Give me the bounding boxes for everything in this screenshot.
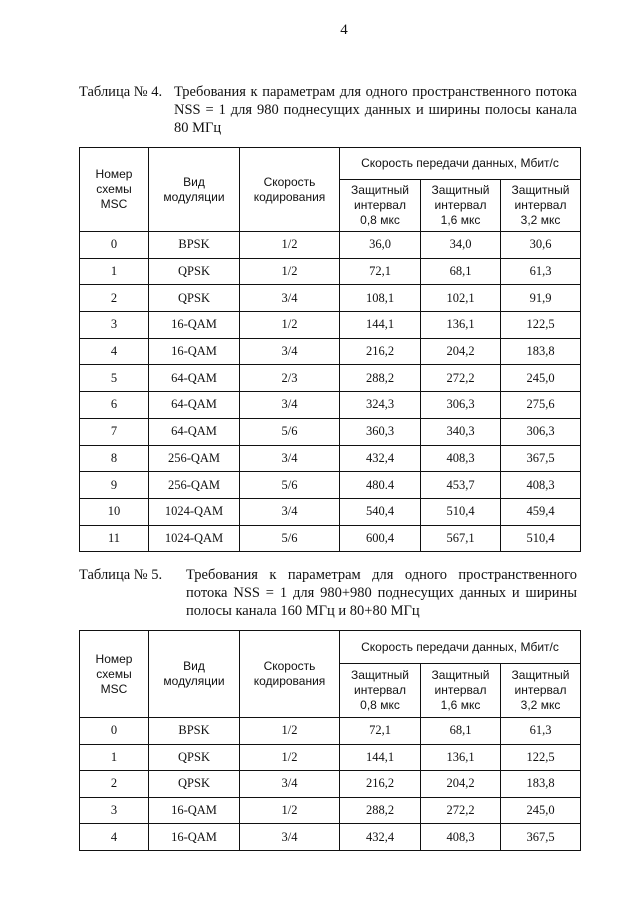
rate-gi-32-cell: 183,8 — [501, 771, 581, 798]
coding-rate-cell: 3/4 — [240, 392, 340, 419]
page-number: 4 — [340, 22, 348, 38]
rate-gi-32-cell: 275,6 — [501, 392, 581, 419]
table-row — [80, 312, 581, 339]
coding-rate-cell: 5/6 — [240, 525, 340, 552]
rate-gi-08-cell: 324,3 — [340, 392, 421, 419]
rate-gi-32-cell: 510,4 — [501, 525, 581, 552]
rate-gi-32-cell: 306,3 — [501, 418, 581, 445]
rate-gi-08-cell: 288,2 — [340, 797, 421, 824]
table-4-caption — [79, 83, 579, 143]
rate-gi-08-cell: 72,1 — [340, 258, 421, 285]
msc-number-cell: 2 — [80, 285, 149, 312]
rate-gi-32-cell: 367,5 — [501, 445, 581, 472]
header-guard-interval-16: Защитный интервал 1,6 мкс — [421, 180, 501, 232]
coding-rate-cell: 1/2 — [240, 258, 340, 285]
table-5-caption-prefix: Таблица № 5. — [79, 567, 163, 583]
coding-rate-cell: 1/2 — [240, 744, 340, 771]
rate-gi-08-cell: 360,3 — [340, 418, 421, 445]
rate-gi-32-cell: 245,0 — [501, 365, 581, 392]
header-coding-rate: Скорость кодирования — [240, 631, 340, 718]
msc-number-cell: 1 — [80, 744, 149, 771]
rate-gi-32-cell: 91,9 — [501, 285, 581, 312]
rate-gi-16-cell: 408,3 — [421, 824, 501, 851]
rate-gi-32-cell: 61,3 — [501, 258, 581, 285]
header-msc-number: Номер схемы MSC — [80, 631, 149, 718]
rate-gi-08-cell: 144,1 — [340, 744, 421, 771]
rate-gi-16-cell: 510,4 — [421, 498, 501, 525]
rate-gi-08-cell: 72,1 — [340, 718, 421, 745]
msc-number-cell: 5 — [80, 365, 149, 392]
rate-gi-08-cell: 432,4 — [340, 824, 421, 851]
coding-rate-cell: 3/4 — [240, 285, 340, 312]
table-row — [80, 285, 581, 312]
table-row — [80, 525, 581, 552]
modulation-cell: 1024-QAM — [149, 498, 240, 525]
rate-gi-16-cell: 306,3 — [421, 392, 501, 419]
coding-rate-cell: 3/4 — [240, 771, 340, 798]
table-row — [80, 418, 581, 445]
rate-gi-16-cell: 272,2 — [421, 365, 501, 392]
table-row — [80, 445, 581, 472]
coding-rate-cell: 1/2 — [240, 718, 340, 745]
rate-gi-08-cell: 480.4 — [340, 472, 421, 499]
table-5-caption — [79, 566, 579, 626]
header-guard-interval-08: Защитный интервал 0,8 мкс — [340, 180, 421, 232]
rate-gi-08-cell: 144,1 — [340, 312, 421, 339]
msc-number-cell: 4 — [80, 338, 149, 365]
header-data-rate: Скорость передачи данных, Мбит/с — [340, 631, 581, 664]
modulation-cell: QPSK — [149, 771, 240, 798]
coding-rate-cell: 1/2 — [240, 232, 340, 259]
table-row — [80, 232, 581, 259]
coding-rate-cell: 5/6 — [240, 418, 340, 445]
rate-gi-16-cell: 68,1 — [421, 718, 501, 745]
rate-gi-16-cell: 204,2 — [421, 338, 501, 365]
modulation-cell: 16-QAM — [149, 338, 240, 365]
rate-gi-08-cell: 432,4 — [340, 445, 421, 472]
rate-gi-16-cell: 340,3 — [421, 418, 501, 445]
coding-rate-cell: 3/4 — [240, 498, 340, 525]
rate-gi-16-cell: 136,1 — [421, 744, 501, 771]
header-guard-interval-16: Защитный интервал 1,6 мкс — [421, 664, 501, 718]
table-row — [80, 718, 581, 745]
msc-number-cell: 11 — [80, 525, 149, 552]
coding-rate-cell: 2/3 — [240, 365, 340, 392]
header-guard-interval-32: Защитный интервал 3,2 мкс — [501, 180, 581, 232]
modulation-cell: 64-QAM — [149, 392, 240, 419]
modulation-cell: 1024-QAM — [149, 525, 240, 552]
modulation-cell: 64-QAM — [149, 365, 240, 392]
coding-rate-cell: 3/4 — [240, 445, 340, 472]
header-data-rate: Скорость передачи данных, Мбит/с — [340, 148, 581, 180]
table-5-caption-text: Требования к параметрам для одного пространственного потока NSS = 1 для 980+980 поднесущих данных и ширины полосы канала 160 МГц и 80+80 МГц — [186, 567, 577, 619]
msc-number-cell: 7 — [80, 418, 149, 445]
table-row — [80, 771, 581, 798]
rate-gi-32-cell: 459,4 — [501, 498, 581, 525]
rate-gi-08-cell: 108,1 — [340, 285, 421, 312]
table-row — [80, 744, 581, 771]
modulation-cell: 16-QAM — [149, 312, 240, 339]
rate-gi-16-cell: 567,1 — [421, 525, 501, 552]
modulation-cell: QPSK — [149, 285, 240, 312]
coding-rate-cell: 1/2 — [240, 312, 340, 339]
msc-number-cell: 0 — [80, 232, 149, 259]
coding-rate-cell: 5/6 — [240, 472, 340, 499]
rate-gi-32-cell: 408,3 — [501, 472, 581, 499]
modulation-cell: 16-QAM — [149, 824, 240, 851]
table-row — [80, 472, 581, 499]
table-row — [80, 498, 581, 525]
rate-gi-16-cell: 272,2 — [421, 797, 501, 824]
modulation-cell: 16-QAM — [149, 797, 240, 824]
header-modulation: Вид модуляции — [149, 148, 240, 232]
table-row — [80, 797, 581, 824]
msc-number-cell: 10 — [80, 498, 149, 525]
table-4-caption-prefix: Таблица № 4. — [79, 84, 163, 100]
msc-number-cell: 1 — [80, 258, 149, 285]
header-modulation: Вид модуляции — [149, 631, 240, 718]
rate-gi-16-cell: 102,1 — [421, 285, 501, 312]
msc-number-cell: 3 — [80, 312, 149, 339]
modulation-cell: BPSK — [149, 718, 240, 745]
coding-rate-cell: 1/2 — [240, 797, 340, 824]
msc-number-cell: 4 — [80, 824, 149, 851]
modulation-cell: 256-QAM — [149, 472, 240, 499]
rate-gi-08-cell: 216,2 — [340, 338, 421, 365]
table-5 — [79, 630, 581, 851]
coding-rate-cell: 3/4 — [240, 338, 340, 365]
header-guard-interval-08: Защитный интервал 0,8 мкс — [340, 664, 421, 718]
modulation-cell: 256-QAM — [149, 445, 240, 472]
table-row — [80, 338, 581, 365]
table-row — [80, 824, 581, 851]
rate-gi-32-cell: 183,8 — [501, 338, 581, 365]
modulation-cell: QPSK — [149, 744, 240, 771]
table-row — [80, 392, 581, 419]
rate-gi-16-cell: 68,1 — [421, 258, 501, 285]
rate-gi-32-cell: 122,5 — [501, 744, 581, 771]
rate-gi-32-cell: 61,3 — [501, 718, 581, 745]
rate-gi-08-cell: 600,4 — [340, 525, 421, 552]
rate-gi-16-cell: 453,7 — [421, 472, 501, 499]
msc-number-cell: 2 — [80, 771, 149, 798]
table-row — [80, 365, 581, 392]
rate-gi-32-cell: 30,6 — [501, 232, 581, 259]
rate-gi-32-cell: 367,5 — [501, 824, 581, 851]
modulation-cell: QPSK — [149, 258, 240, 285]
modulation-cell: BPSK — [149, 232, 240, 259]
rate-gi-16-cell: 204,2 — [421, 771, 501, 798]
rate-gi-08-cell: 36,0 — [340, 232, 421, 259]
msc-number-cell: 0 — [80, 718, 149, 745]
coding-rate-cell: 3/4 — [240, 824, 340, 851]
rate-gi-08-cell: 216,2 — [340, 771, 421, 798]
msc-number-cell: 6 — [80, 392, 149, 419]
header-guard-interval-32: Защитный интервал 3,2 мкс — [501, 664, 581, 718]
rate-gi-16-cell: 408,3 — [421, 445, 501, 472]
msc-number-cell: 3 — [80, 797, 149, 824]
table-4-caption-text: Требования к параметрам для одного пространственного потока NSS = 1 для 980 поднесущих данных и ширины полосы канала 80 МГц — [174, 84, 577, 136]
table-row — [80, 258, 581, 285]
rate-gi-08-cell: 540,4 — [340, 498, 421, 525]
table-4 — [79, 147, 581, 552]
rate-gi-32-cell: 245,0 — [501, 797, 581, 824]
msc-number-cell: 9 — [80, 472, 149, 499]
header-msc-number: Номер схемы MSC — [80, 148, 149, 232]
rate-gi-32-cell: 122,5 — [501, 312, 581, 339]
msc-number-cell: 8 — [80, 445, 149, 472]
rate-gi-16-cell: 34,0 — [421, 232, 501, 259]
header-coding-rate: Скорость кодирования — [240, 148, 340, 232]
modulation-cell: 64-QAM — [149, 418, 240, 445]
rate-gi-08-cell: 288,2 — [340, 365, 421, 392]
rate-gi-16-cell: 136,1 — [421, 312, 501, 339]
